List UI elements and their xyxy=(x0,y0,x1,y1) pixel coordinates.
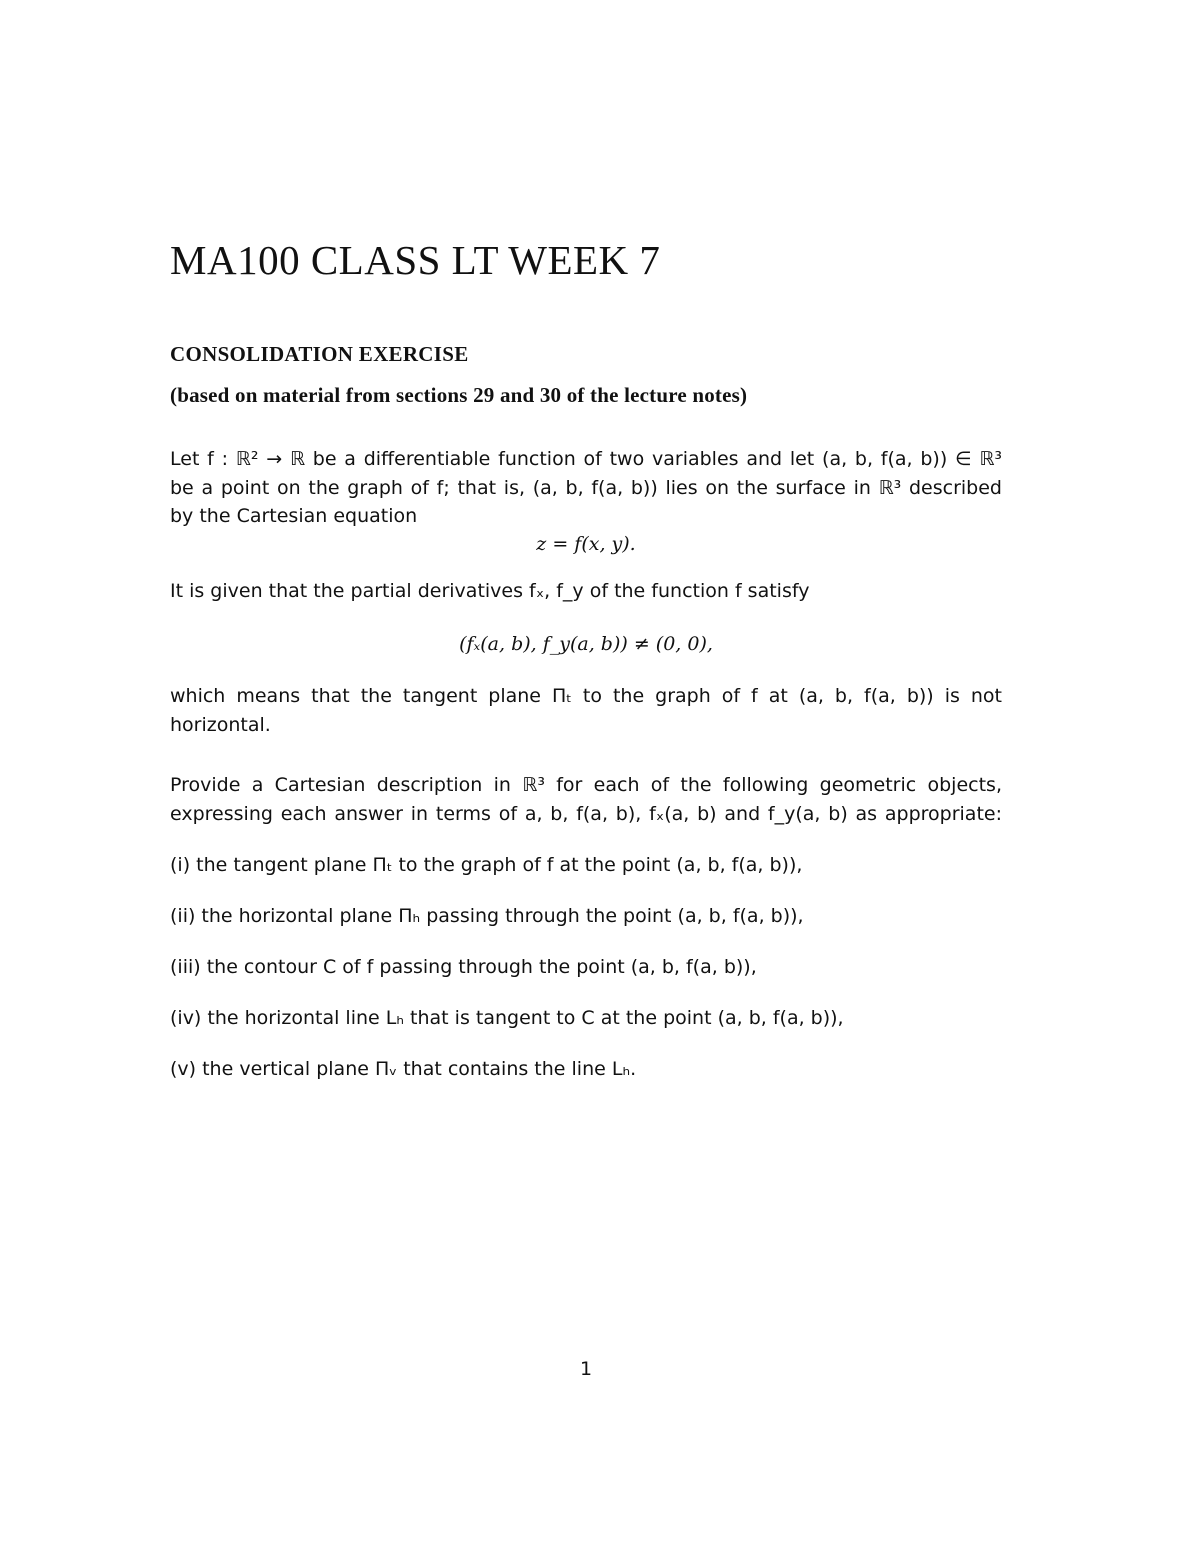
nonzero-gradient-equation: (fₓ(a, b), f_y(a, b)) ≠ (0, 0), xyxy=(459,633,713,655)
given-line-1: It is given that the partial derivatives fₓ, f_y of the function f satisfy xyxy=(170,580,810,602)
task-line-1: Provide a Cartesian description in ℝ³ for each of the following geometric objects, xyxy=(170,774,1002,796)
section-subheading: (based on material from sections 29 and 30 of the lecture notes) xyxy=(170,383,748,407)
list-item-v: (v) the vertical plane Πᵥ that contains the line Lₕ. xyxy=(170,1058,637,1080)
list-item-iii: (iii) the contour C of f passing through the point (a, b, f(a, b)), xyxy=(170,956,757,978)
intro-line-3: by the Cartesian equation xyxy=(170,505,418,527)
intro-line-2: be a point on the graph of f; that is, (a, b, f(a, b)) lies on the surface in ℝ³ described xyxy=(170,477,1002,499)
page-number: 1 xyxy=(580,1358,593,1380)
task-line-2: expressing each answer in terms of a, b, f(a, b), fₓ(a, b) and f_y(a, b) as appropriate: xyxy=(170,803,1002,825)
section-heading: CONSOLIDATION EXERCISE xyxy=(170,342,469,366)
list-item-iv: (iv) the horizontal line Lₕ that is tangent to C at the point (a, b, f(a, b)), xyxy=(170,1007,844,1029)
surface-equation: z = f(x, y). xyxy=(536,533,636,555)
intro-line-1: Let f : ℝ² → ℝ be a differentiable function of two variables and let (a, b, f(a, b)) ∈ ℝ³ xyxy=(170,448,1002,470)
list-item-ii: (ii) the horizontal plane Πₕ passing through the point (a, b, f(a, b)), xyxy=(170,905,804,927)
page-title: MA100 CLASS LT WEEK 7 xyxy=(170,237,661,283)
given-line-3: horizontal. xyxy=(170,714,271,736)
list-item-i: (i) the tangent plane Πₜ to the graph of f at the point (a, b, f(a, b)), xyxy=(170,854,803,876)
given-line-2: which means that the tangent plane Πₜ to the graph of f at (a, b, f(a, b)) is not xyxy=(170,685,1002,707)
